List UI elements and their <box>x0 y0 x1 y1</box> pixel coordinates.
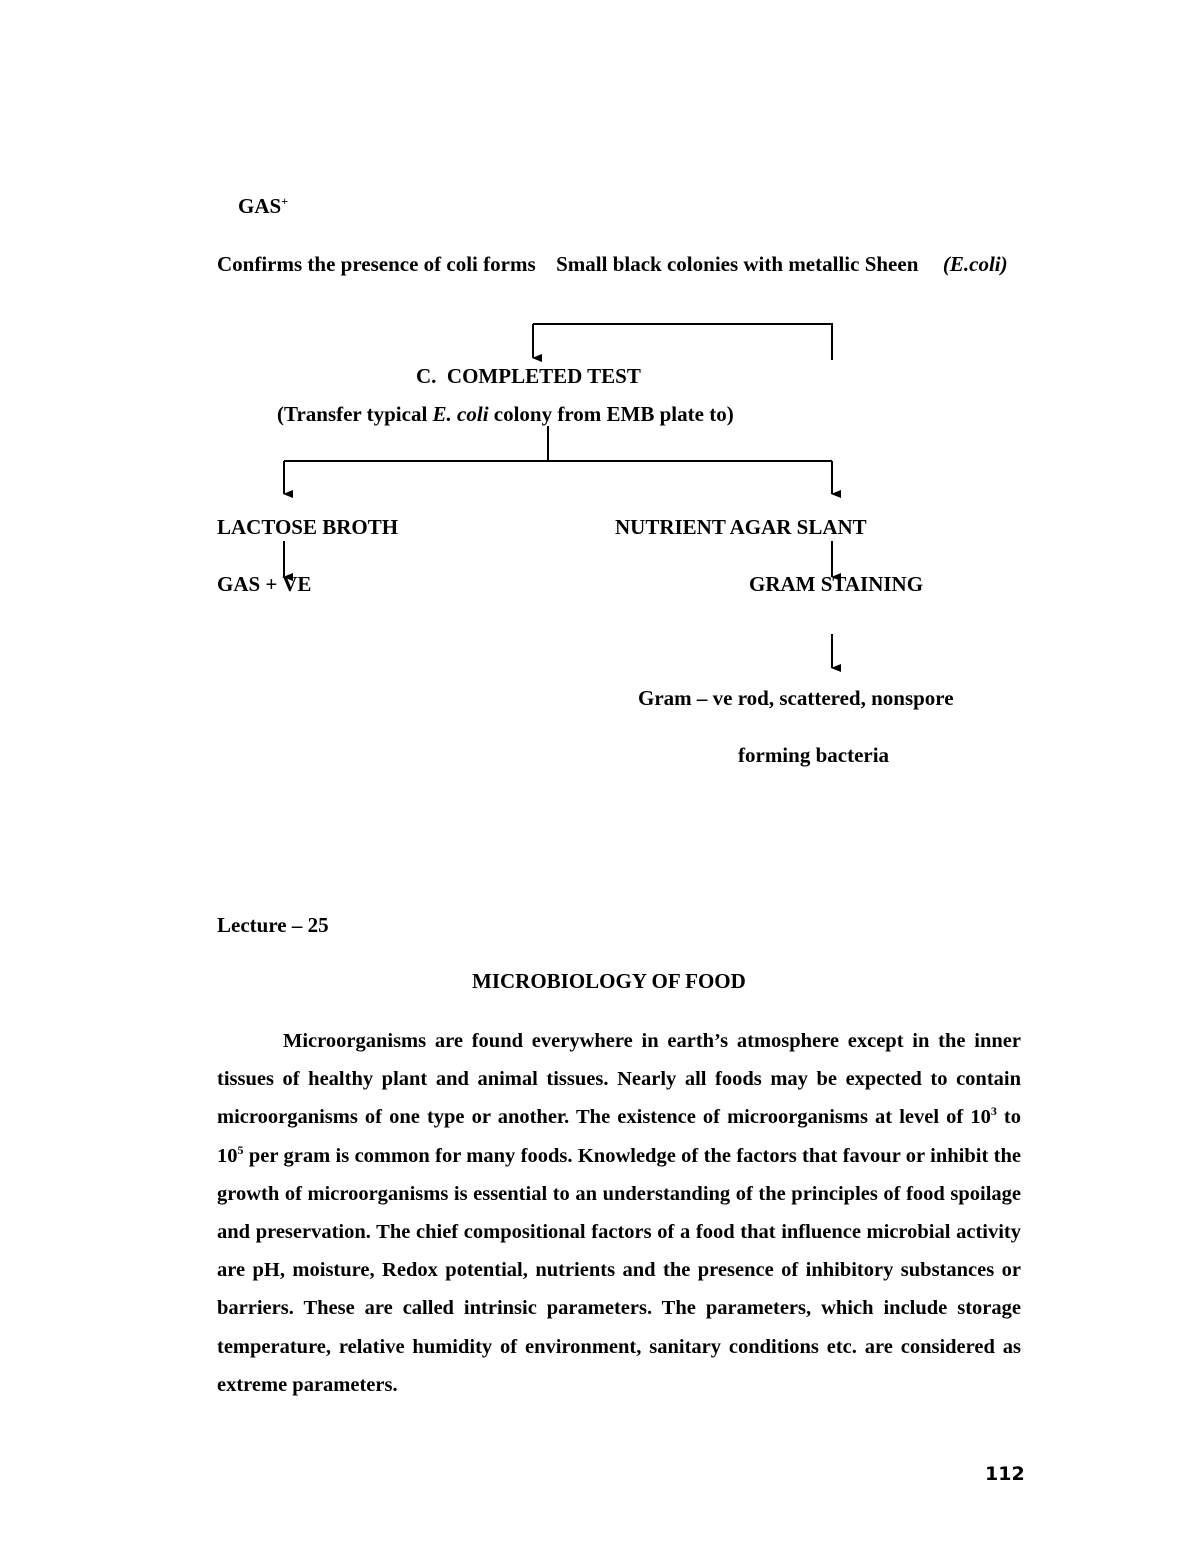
page-number: 112 <box>985 1463 1025 1485</box>
ecoli-label: (E.coli) <box>942 252 1008 276</box>
body-paragraph: Microorganisms are found everywhere in earth’s atmosphere except in the inner tissues of healthy plant and animal tissues. Nearly all foods may be expected to contain microorganisms of one type or another. The existence of microorganisms at level of $10^3$ to $10^5$ per gram is common for many foods. Knowledge of the factors that favour or inhibit the growth of microorganisms is essential to an understanding of the principles of food spoilage and preservation. The chief compositional factors of a food that influence microbial activity are pH, moisture, Redox potential, nutrients and the presence of inhibitory substances or barriers. These are called intrinsic parameters. The parameters, which include storage temperature, relative humidity of environment, sanitary conditions etc. are considered as extreme parameters. <box>217 1030 1022 1396</box>
lactose-broth-node: LACTOSE BROTH <box>217 515 399 539</box>
colonies-text: Small black colonies with metallic Sheen <box>556 252 919 276</box>
gram-result-line-1: Gram – ve rod, scattered, nonspore <box>638 686 954 710</box>
lecture-label: Lecture – 25 <box>217 913 329 937</box>
gas-positive-label: GAS+ <box>238 194 289 218</box>
gas-ve-node: GAS + VE <box>217 572 312 596</box>
feedback-connector <box>533 324 832 360</box>
section-title: MICROBIOLOGY OF FOOD <box>472 969 746 993</box>
transfer-instruction: (Transfer typical E. coli colony from EMB plate to) <box>277 402 734 426</box>
nutrient-agar-node: NUTRIENT AGAR SLANT <box>615 515 867 539</box>
gram-result-line-2: forming bacteria <box>738 743 890 767</box>
completed-test-heading: C. COMPLETED TEST <box>416 364 641 388</box>
confirm-text: Confirms the presence of coli forms <box>217 252 536 276</box>
gram-staining-node: GRAM STAINING <box>749 572 924 596</box>
confirm-line <box>217 252 1008 276</box>
